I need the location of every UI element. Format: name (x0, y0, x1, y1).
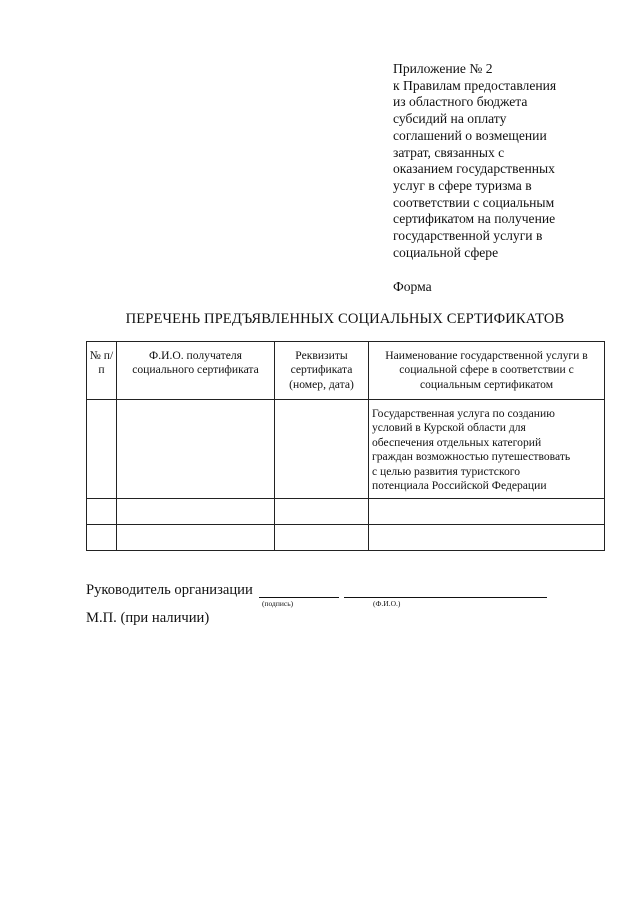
header-recipient-name: Ф.И.О. получателя социального сертификата (117, 342, 275, 400)
service-line: потенциала Российской Федерации (372, 479, 547, 493)
cell-service-name (369, 400, 605, 499)
appendix-block (393, 61, 608, 261)
appendix-line: оказанием государственных (393, 161, 555, 177)
cell-number (87, 400, 117, 499)
appendix-line: соответствии с социальным (393, 194, 555, 210)
service-line: Государственная услуга по созданию (372, 407, 555, 420)
table-row (87, 499, 605, 525)
appendix-line: затрат, связанных с (393, 144, 505, 160)
table-row (87, 400, 605, 499)
cell-recipient-name (117, 400, 275, 499)
table-row (87, 525, 605, 551)
appendix-line: сертификатом на получение (393, 211, 556, 227)
header-certificate-details: Реквизиты сертификата (номер, дата) (275, 342, 369, 400)
name-line (344, 597, 547, 598)
service-line: обеспечения отдельных категорий (372, 435, 542, 449)
signature-caption: (подпись) (262, 599, 294, 608)
table-header-row (87, 342, 605, 400)
appendix-line: субсидий на оплату (393, 111, 507, 127)
cell-number (87, 499, 117, 525)
service-line: с целью развития туристского (372, 464, 521, 478)
cell-certificate-details (275, 499, 369, 525)
cell-recipient-name (117, 499, 275, 525)
appendix-line: услуг в сфере туризма в (393, 177, 532, 193)
cell-certificate-details (275, 400, 369, 499)
cell-service-name (369, 499, 605, 525)
signature-label: Руководитель организации (86, 582, 253, 598)
appendix-line: Приложение № 2 (393, 61, 493, 76)
appendix-line: соглашений о возмещении (393, 127, 547, 143)
appendix-line: из областного бюджета (393, 94, 528, 110)
service-line: условий в Курской области для (372, 421, 526, 435)
document-title: ПЕРЕЧЕНЬ ПРЕДЪЯВЛЕННЫХ СОЦИАЛЬНЫХ СЕРТИФИКАТОВ (125, 311, 565, 327)
name-caption: (Ф.И.О.) (373, 599, 401, 608)
signature-line (259, 597, 339, 598)
certificates-table (86, 341, 605, 551)
appendix-line: государственной услуги в (393, 228, 543, 244)
service-line: граждан возможностью путешествовать (372, 450, 571, 464)
cell-number (87, 525, 117, 551)
appendix-line: социальной сфере (393, 244, 499, 260)
stamp-label: М.П. (при наличии) (86, 610, 210, 626)
header-number: № п/п (87, 342, 117, 400)
header-service-name: Наименование государственной услуги в социальной сфере в соответствии с социальным сертификатом (369, 342, 605, 400)
cell-certificate-details (275, 525, 369, 551)
cell-service-name (369, 525, 605, 551)
appendix-line: к Правилам предоставления (393, 77, 557, 93)
form-label: Форма (393, 279, 432, 294)
cell-recipient-name (117, 525, 275, 551)
